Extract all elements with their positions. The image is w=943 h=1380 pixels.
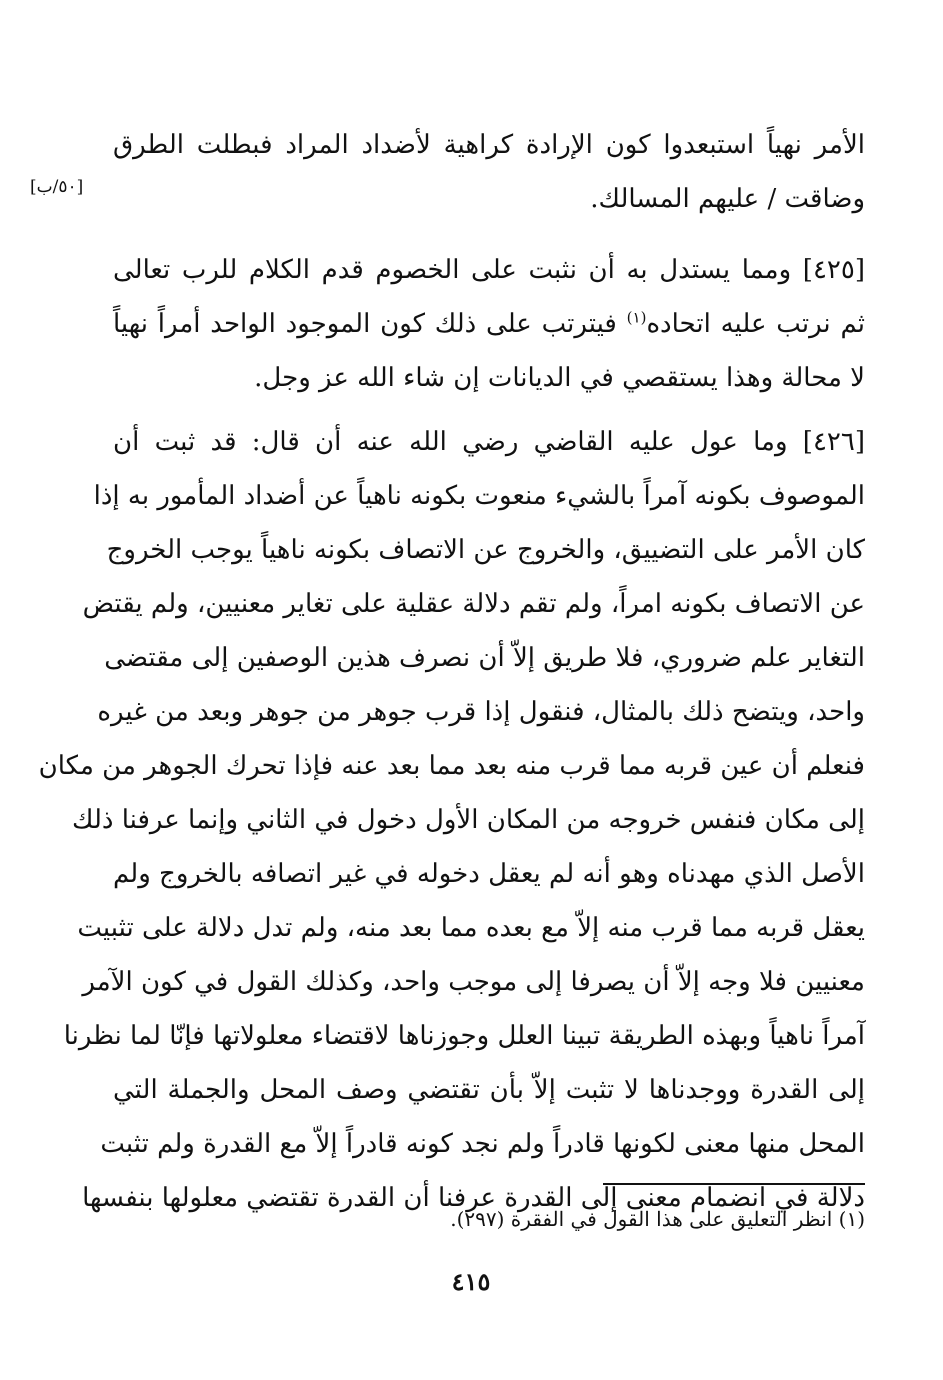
text-line: فنعلم أن عين قربه مما قرب منه بعد مما بعد عنه فإذا تحرك الجوهر من مكان: [38, 751, 865, 781]
text-line: [٤٢٥] ومما يستدل به أن نثبت على الخصوم قدم الكلام للرب تعالى: [113, 255, 865, 285]
text-line: دلالة في انضمام معنى إلى القدرة عرفنا أن القدرة تقتضي معلولها بنفسها: [82, 1183, 865, 1213]
text-line: الأمر نهياً استبعدوا كون الإرادة كراهية لأضداد المراد فبطلت الطرق: [113, 130, 865, 160]
paragraph-425: [113, 243, 865, 405]
text-line: وضاقت / عليهم المسالك.: [590, 184, 865, 214]
text-segment: ثم نرتب عليه اتحاده: [646, 309, 865, 339]
text-segment: فيترتب على ذلك كون الموجود الواحد أمراً نهياً: [113, 309, 617, 339]
paragraph-1: [113, 118, 865, 226]
text-line: الموصوف بكونه آمراً بالشيء منعوت بكونه ناهياً عن أضداد المأمور به إذا: [93, 481, 865, 511]
text-line: الأصل الذي مهدناه وهو أنه لم يعقل دخوله في غير اتصافه بالخروج ولم: [113, 859, 865, 889]
text-line: عن الاتصاف بكونه امراً، ولم تقم دلالة عقلية على تغاير معنيين، ولم يقتض: [82, 589, 865, 619]
text-line: المحل منها معنى لكونها قادراً ولم نجد كونه قادراً إلاّ مع القدرة ولم تثبت: [100, 1129, 865, 1159]
footnote-marker: (١): [626, 308, 647, 327]
text-line: واحد، ويتضح ذلك بالمثال، فنقول إذا قرب جوهر من جوهر وبعد من غيره: [97, 697, 865, 727]
text-line: آمراً ناهياً وبهذه الطريقة تبينا العلل وجوزناها لاقتضاء معلولاتها فإنّا لما نظرنا: [63, 1021, 865, 1051]
page-number: ٤١٥: [451, 1267, 491, 1296]
text-line: إلى مكان فنفس خروجه من المكان الأول دخول في الثاني وإنما عرفنا ذلك: [72, 805, 865, 835]
paragraph-426: [38, 415, 865, 1225]
text-line: لا محالة وهذا يستقصي في الديانات إن شاء الله عز وجل.: [254, 363, 865, 393]
footnote-divider: [603, 1183, 865, 1185]
text-line: إلى القدرة ووجدناها لا تثبت إلاّ بأن تقتضي وصف المحل والجملة التي: [113, 1075, 865, 1105]
text-line: [٤٢٦] وما عول عليه القاضي رضي الله عنه أن قال: قد ثبت أن: [113, 427, 865, 457]
text-line: التغاير علم ضروري، فلا طريق إلاّ أن نصرف هذين الوصفين إلى مقتضى: [104, 643, 865, 673]
text-line: معنيين فلا وجه إلاّ أن يصرفا إلى موجب واحد، وكذلك القول في كون الآمر: [82, 967, 865, 997]
manuscript-folio-note: [٥٠/ب]: [30, 177, 84, 197]
text-line: كان الأمر على التضييق، والخروج عن الاتصاف بكونه ناهياً يوجب الخروج: [106, 535, 865, 565]
footnote: (١) انظر التعليق على هذا القول في الفقرة (٢٩٧).: [450, 1207, 865, 1231]
text-line: [113, 297, 865, 351]
text-line: يعقل قربه مما قرب منه إلاّ مع بعده مما بعد منه، ولم تدل دلالة على تثبيت: [77, 913, 865, 943]
